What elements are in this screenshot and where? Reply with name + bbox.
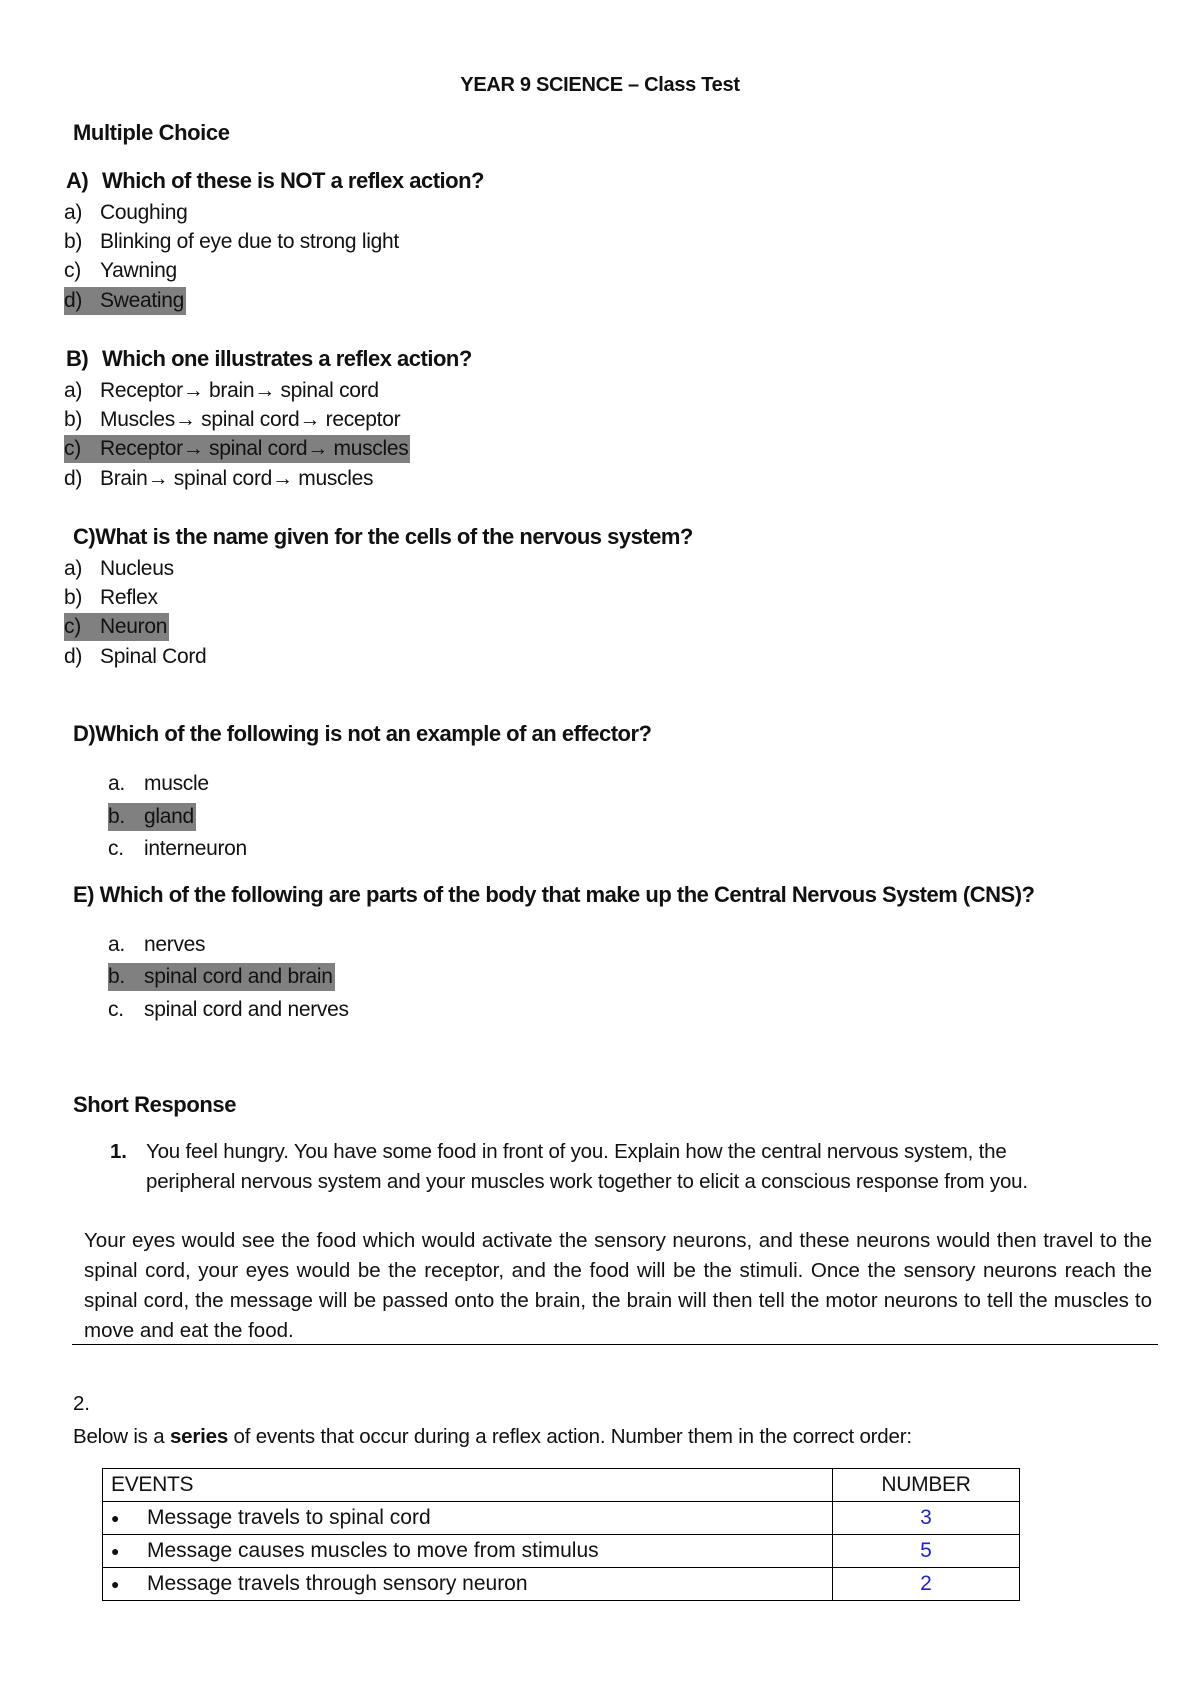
short-response-question-1-line-2: peripheral nervous system and your muscles work together to elicit a conscious response from you. (146, 1170, 1028, 1193)
option-text: Neuron (100, 615, 168, 638)
event-text: Message travels to spinal cord (147, 1506, 431, 1529)
option-letter: a. (108, 933, 125, 956)
answer-divider (72, 1344, 1158, 1345)
bullet-icon: ● (111, 1543, 120, 1560)
events-table (102, 1468, 1020, 1601)
table-row (103, 1568, 1020, 1601)
number-cell: 5 (833, 1535, 1020, 1568)
option-text: nerves (144, 933, 206, 956)
option-letter: c. (108, 998, 124, 1021)
question-number: 1. (110, 1140, 127, 1163)
option-b-d (64, 465, 373, 493)
option-text: Receptor→ spinal cord→ muscles (100, 437, 409, 460)
question-a (66, 168, 484, 194)
option-d-a (108, 770, 209, 798)
option-text: spinal cord and nerves (144, 998, 349, 1021)
option-b-c-highlighted (64, 435, 410, 463)
question-line-1: You feel hungry. You have some food in front of you. Explain how the central nervous system, the (146, 1140, 1007, 1163)
short-response-question-1 (110, 1137, 1007, 1167)
option-letter: c) (64, 615, 81, 638)
short-response-heading: Short Response (73, 1092, 237, 1117)
page-title: YEAR 9 SCIENCE – Class Test (460, 74, 740, 96)
option-a-d-highlighted (64, 287, 186, 315)
question-d (73, 721, 651, 747)
question-b (66, 346, 472, 372)
option-letter: a) (64, 201, 83, 224)
short-response-question-2-text (73, 1422, 912, 1452)
question-text: Which of the following is not an example of an effector? (95, 721, 652, 746)
option-letter: a) (64, 379, 83, 402)
number-cell: 2 (833, 1568, 1020, 1601)
event-text: Message causes muscles to move from stimulus (147, 1539, 599, 1562)
table-row (103, 1502, 1020, 1535)
option-text: Yawning (100, 259, 177, 282)
question-prefix: Below is a (73, 1425, 170, 1448)
option-letter: b) (64, 408, 83, 431)
option-e-a (108, 931, 205, 959)
event-text: Message travels through sensory neuron (147, 1572, 528, 1595)
option-letter: a) (64, 557, 83, 580)
answer-paragraph: Your eyes would see the food which would activate the sensory neurons, and these neurons would then travel to the spinal cord, your eyes would be the receptor, and the food will be the stimuli. Once the sensory neurons reach the spinal cord, the message will be passed onto the brain, the brain will then tell the motor neurons to tell the muscles to move and eat the food. (84, 1229, 1152, 1342)
option-a-a (64, 199, 188, 227)
question-bold-word: series (169, 1425, 229, 1448)
option-c-c-highlighted (64, 613, 169, 641)
option-letter: c. (108, 837, 124, 860)
question-text: Which one illustrates a reflex action? (102, 346, 472, 371)
short-response-question-2-number: 2. (73, 1392, 90, 1415)
question-label: D) (73, 721, 96, 746)
events-column-header: EVENTS (103, 1469, 833, 1502)
question-text: Which of the following are parts of the body that make up the Central Nervous System (CNS)? (99, 882, 1035, 907)
option-letter: d) (64, 645, 83, 668)
question-suffix: of events that occur during a reflex action. Number them in the correct order: (228, 1425, 912, 1448)
option-c-a (64, 555, 174, 583)
option-text: Sweating (100, 289, 184, 312)
question-label: E) (73, 882, 94, 907)
event-cell (103, 1568, 833, 1601)
table-row (103, 1535, 1020, 1568)
question-e (73, 882, 1034, 908)
option-d-c (108, 835, 247, 863)
option-letter: b) (64, 586, 83, 609)
option-letter: d) (64, 289, 83, 312)
question-label: A) (66, 168, 89, 193)
option-letter: b. (108, 965, 125, 988)
option-text: Muscles→ spinal cord→ receptor (100, 408, 401, 431)
option-text: Brain→ spinal cord→ muscles (100, 467, 374, 490)
bullet-icon: ● (111, 1576, 120, 1593)
option-letter: b. (108, 805, 125, 828)
option-e-c (108, 996, 349, 1024)
option-b-a (64, 377, 379, 405)
option-text: Blinking of eye due to strong light (100, 230, 399, 253)
event-cell (103, 1535, 833, 1568)
question-label: B) (66, 346, 89, 371)
number-column-header: NUMBER (833, 1469, 1020, 1502)
option-text: Coughing (100, 201, 188, 224)
option-text: Nucleus (100, 557, 174, 580)
question-label: C) (73, 524, 96, 549)
option-letter: a. (108, 772, 125, 795)
number-cell: 3 (833, 1502, 1020, 1535)
table-header-row (103, 1469, 1020, 1502)
option-e-b-highlighted (108, 963, 335, 991)
question-c (73, 524, 693, 550)
option-a-b (64, 228, 399, 256)
option-letter: d) (64, 467, 83, 490)
option-text: interneuron (144, 837, 247, 860)
question-text: What is the name given for the cells of the nervous system? (95, 524, 693, 549)
option-letter: c) (64, 259, 81, 282)
bullet-icon: ● (111, 1510, 120, 1527)
option-text: spinal cord and brain (144, 965, 333, 988)
option-b-b (64, 406, 400, 434)
option-text: Receptor→ brain→ spinal cord (100, 379, 379, 402)
option-letter: b) (64, 230, 83, 253)
question-text: Which of these is NOT a reflex action? (102, 168, 484, 193)
option-d-b-highlighted (108, 803, 196, 831)
option-text: gland (144, 805, 194, 828)
option-text: Reflex (100, 586, 158, 609)
option-c-b (64, 584, 158, 612)
option-c-d (64, 643, 206, 671)
multiple-choice-heading: Multiple Choice (73, 120, 230, 145)
option-a-c (64, 257, 177, 285)
option-text: Spinal Cord (100, 645, 207, 668)
event-cell (103, 1502, 833, 1535)
option-letter: c) (64, 437, 81, 460)
option-text: muscle (144, 772, 209, 795)
